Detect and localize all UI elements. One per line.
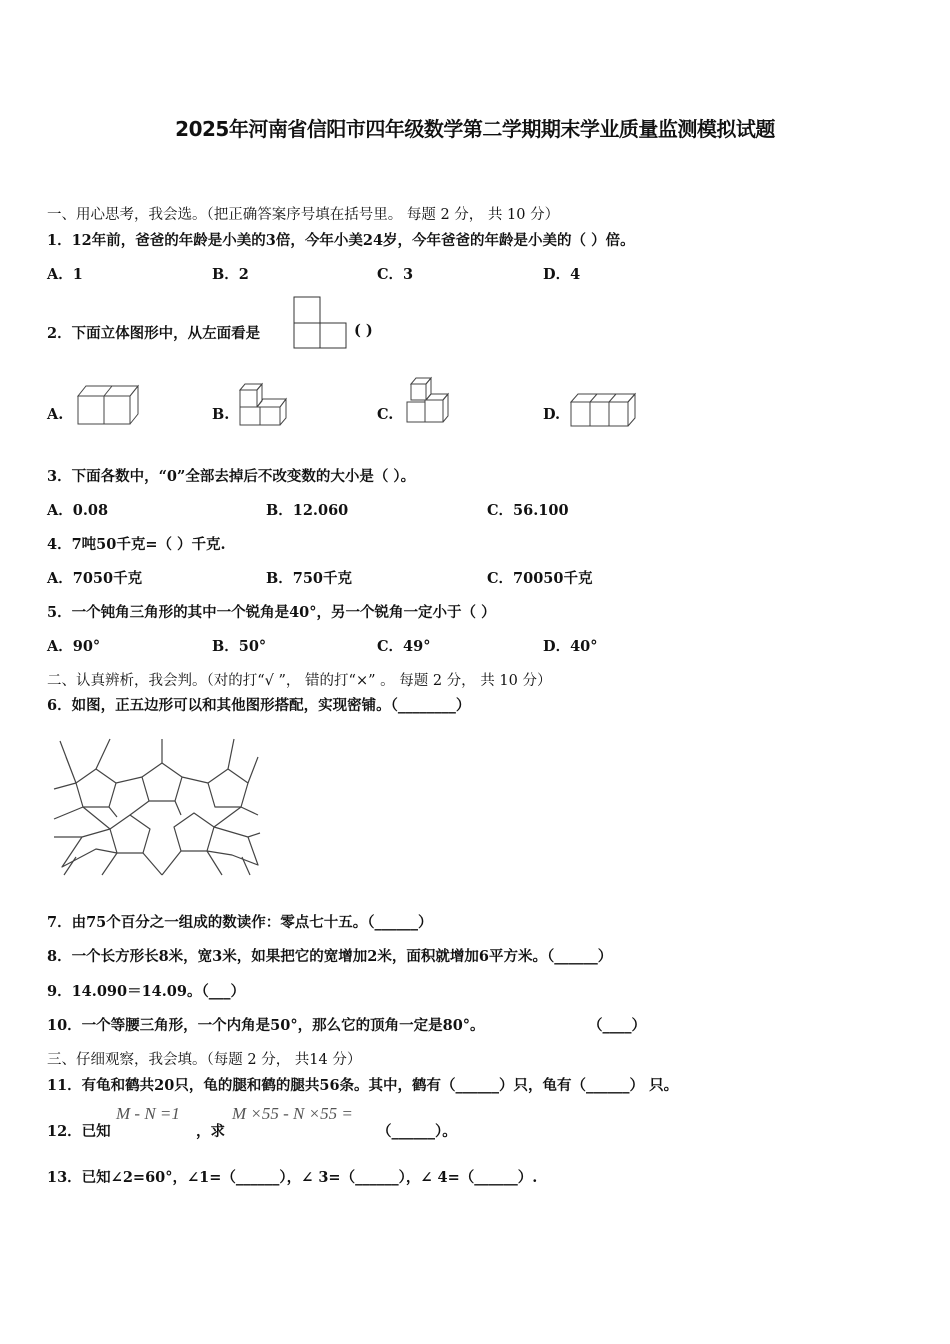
q11-text: 11．有龟和鹤共20只，龟的腿和鹤的腿共56条。其中，鹤有（______）只，龟有（______） 只。 — [47, 1077, 679, 1094]
q3-option-c: C．56.100 — [487, 502, 569, 519]
q5-option-a: A．90° — [47, 638, 101, 655]
q5-option-d: D．40° — [543, 638, 598, 655]
q4-option-b: B．750千克 — [266, 570, 353, 587]
q8-text: 8．一个长方形长8米，宽3米，如果把它的宽增加2米，面积就增加6平方米。（______） — [47, 948, 613, 965]
q2-paren: ( ) — [354, 322, 373, 339]
q3-option-a: A．0.08 — [47, 502, 109, 519]
q2-option-a: A. — [47, 406, 64, 423]
q6-text: 6．如图，正五边形可以和其他图形搭配，实现密铺。（________） — [47, 697, 471, 714]
q13-text: 13．已知∠2=60°，∠1=（______），∠ 3=（______），∠ 4=（______）. — [47, 1169, 538, 1186]
section1-header: 一、用心思考，我会选。（把正确答案序号填在括号里。 每题 2 分， 共 10 分） — [47, 207, 560, 223]
q12-blank: （______）。 — [377, 1123, 457, 1140]
q2-figure-a — [76, 382, 140, 428]
section3-header: 三、仔细观察，我会填。（每题 2 分， 共14 分） — [47, 1052, 362, 1068]
q5-text: 5．一个钝角三角形的其中一个锐角是40°，另一个锐角一定小于（ ） — [47, 604, 496, 621]
q2-left-view-figure — [293, 296, 349, 350]
q7-text: 7．由75个百分之一组成的数读作：零点七十五。（______） — [47, 914, 433, 931]
q2-figure-b — [238, 382, 290, 428]
q10-text: 10．一个等腰三角形，一个内角是50°，那么它的顶角一定是80°。 — [47, 1017, 485, 1034]
q12-mid: ，求 — [196, 1123, 225, 1140]
page-title: 2025年河南省信阳市四年级数学第二学期期末学业质量监测模拟试题 — [175, 117, 775, 141]
q1-text: 1．12年前，爸爸的年龄是小美的3倍，今年小美24岁，今年爸爸的年龄是小美的（ ）倍。 — [47, 232, 635, 249]
q5-option-b: B．50° — [212, 638, 267, 655]
q3-option-b: B．12.060 — [266, 502, 349, 519]
q4-option-c: C．70050千克 — [487, 570, 593, 587]
q5-option-c: C．49° — [377, 638, 431, 655]
pentagon-tiling-figure — [52, 737, 262, 877]
q2-figure-d — [569, 390, 639, 430]
section2-header: 二、认真辨析，我会判。（对的打“√ ”， 错的打“×” 。 每题 2 分， 共 10 分） — [47, 673, 552, 689]
q12-math-expression: M ×55 - N ×55 = — [232, 1104, 353, 1123]
q2-text: 2．下面立体图形中，从左面看是 — [47, 325, 261, 342]
q2-figure-c — [405, 376, 453, 426]
q2-option-d: D. — [543, 406, 561, 423]
q1-option-c: C．3 — [377, 266, 414, 283]
q12-math-given: M - N =1 — [116, 1104, 180, 1123]
q4-text: 4．7吨50千克=（ ）千克. — [47, 536, 226, 553]
q1-option-d: D．4 — [543, 266, 581, 283]
q1-option-a: A．1 — [47, 266, 83, 283]
q4-option-a: A．7050千克 — [47, 570, 143, 587]
q1-option-b: B．2 — [212, 266, 249, 283]
q10-blank: （____） — [588, 1017, 646, 1034]
q12-prefix: 12．已知 — [47, 1123, 111, 1140]
q3-text: 3．下面各数中，“0”全部去掉后不改变数的大小是（ ）。 — [47, 468, 416, 485]
q2-option-b: B. — [212, 406, 230, 423]
q2-option-c: C. — [377, 406, 394, 423]
q9-text: 9．14.090＝14.09。（___） — [47, 983, 245, 1000]
